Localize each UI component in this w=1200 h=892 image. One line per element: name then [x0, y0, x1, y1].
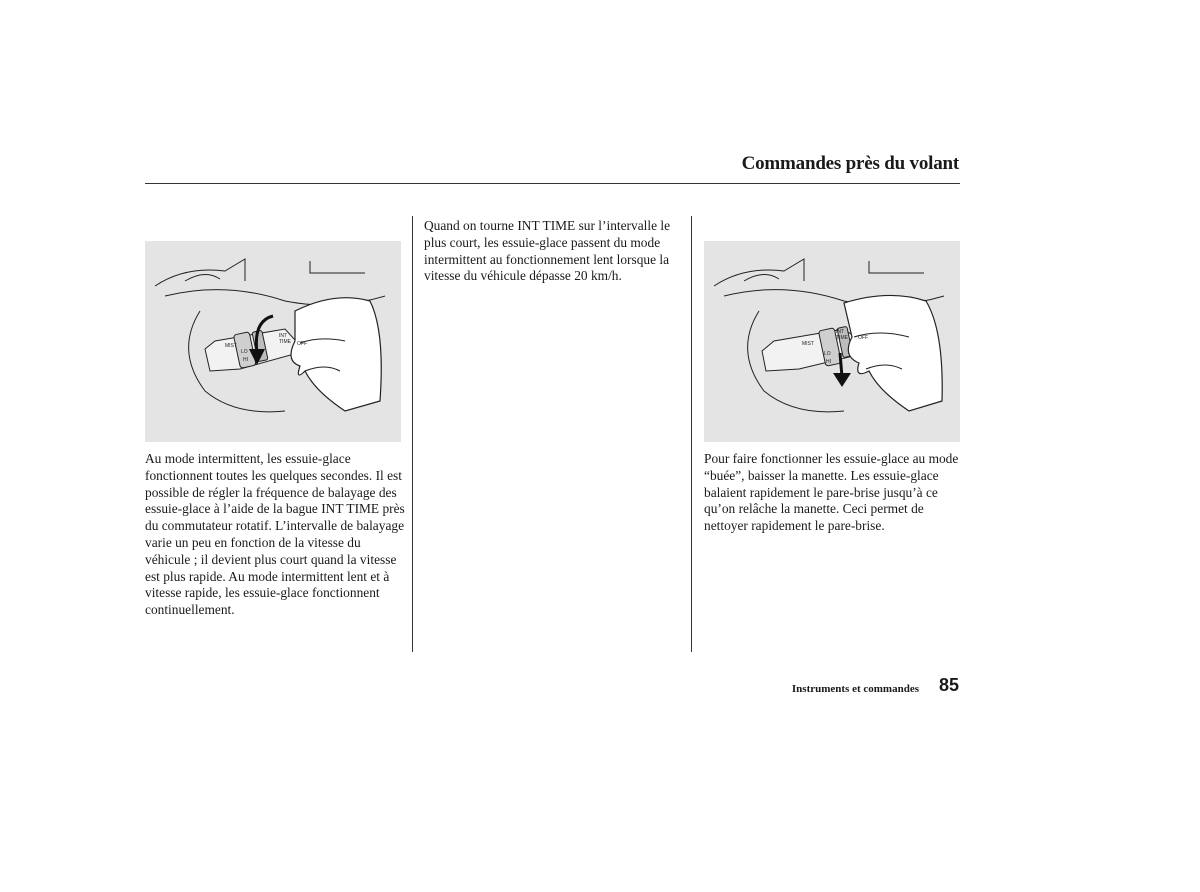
figure-mist-mode — [704, 241, 960, 442]
label-hi: HI — [826, 359, 831, 365]
label-int: INT — [836, 329, 845, 335]
figure-int-time-ring — [145, 241, 401, 442]
paragraph-int-time-shortest: Quand on tourne INT TIME sur l’intervalle le plus court, les essuie-glace passent du mode intermittent au fonctionnement lent lorsque la vitesse du véhicule dépasse 20 km/h. — [424, 218, 671, 284]
wiper-lever-illustration-rotate — [145, 241, 401, 442]
label-off: OFF — [858, 335, 868, 341]
hand-icon — [844, 295, 942, 411]
label-mist: MIST — [802, 341, 814, 347]
page-number: 85 — [938, 675, 959, 695]
label-int: INT — [279, 333, 288, 339]
hand-icon — [291, 298, 381, 411]
label-time: TIME — [836, 335, 848, 341]
header-divider — [145, 183, 960, 184]
label-time: TIME — [279, 339, 291, 345]
column-divider-right — [691, 216, 692, 652]
page-title: Commandes près du volant — [741, 153, 959, 174]
column-divider-left — [412, 216, 413, 652]
label-hi: HI — [243, 357, 248, 363]
paragraph-intermittent-mode: Au mode intermittent, les essuie-glace fonctionnent toutes les quelques secondes. Il est possible de régler la fréquence de balayage des essuie-glace à l’aide de la bague INT TIME près du commutateur rotatif. L’intervalle de balayage varie un peu en fonction de la vitesse du véhicule ; il devient plus court quand la vitesse est plus rapide. Au mode intermittent lent et à vitesse rapide, les essuie-glace fonctionnent continuellement. — [145, 451, 405, 618]
label-mist: MIST — [225, 343, 237, 349]
wiper-lever-illustration-mist — [704, 241, 960, 442]
label-lo: LO — [241, 349, 248, 355]
label-off: OFF — [297, 341, 307, 347]
paragraph-mist-mode: Pour faire fonctionner les essuie-glace au mode “buée”, baisser la manette. Les essuie-glace balaient rapidement le pare-brise jusqu’à ce qu’on relâche la manette. Ceci permet de nettoyer rapidement le pare-brise. — [704, 451, 959, 534]
footer-section-title: Instruments et commandes — [791, 683, 919, 695]
label-lo: LO — [824, 351, 831, 357]
